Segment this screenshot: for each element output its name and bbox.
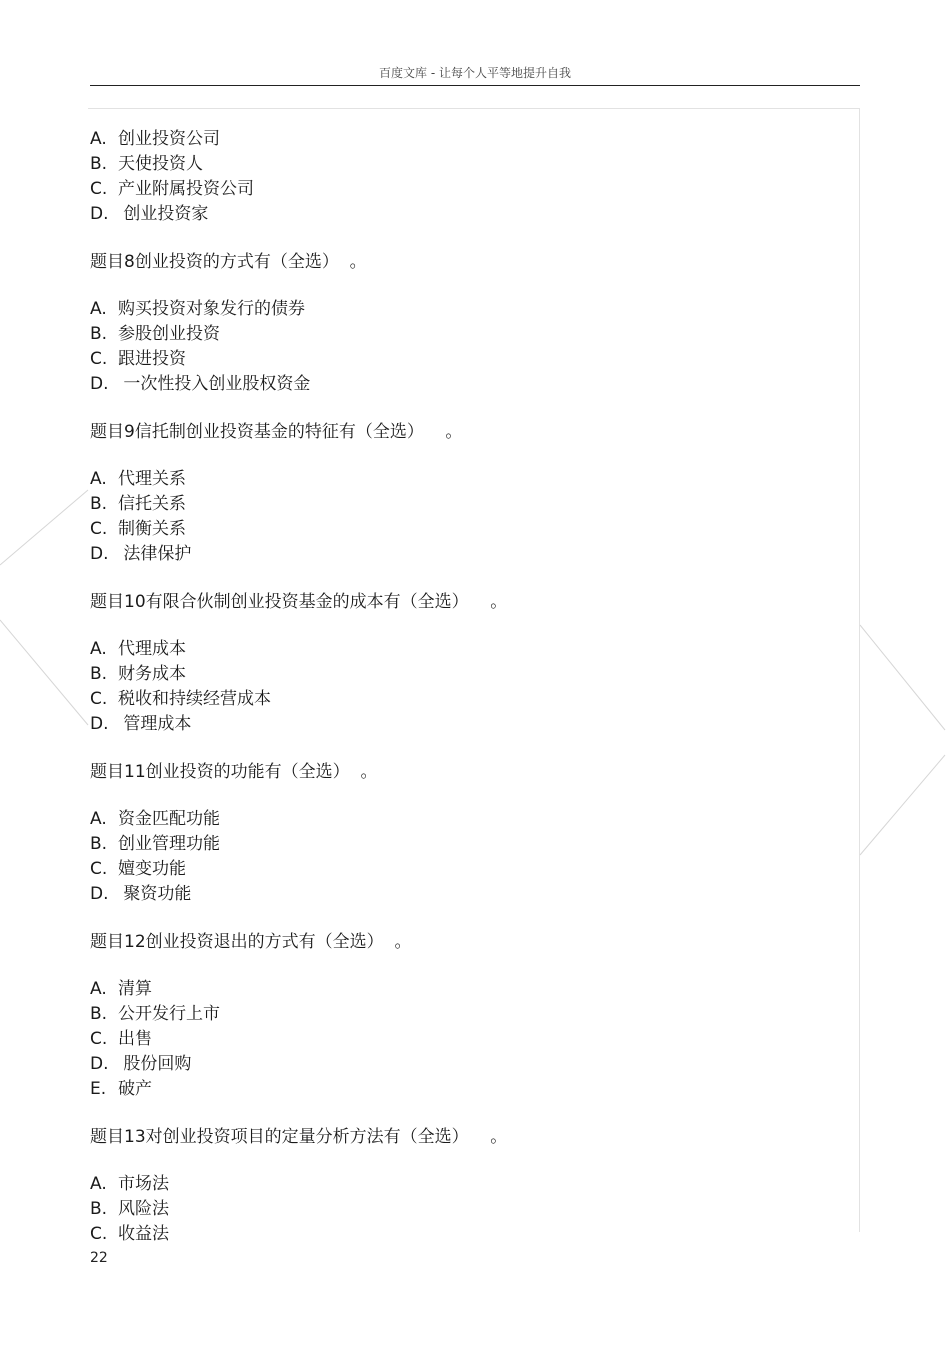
option-letter: C. bbox=[90, 859, 108, 879]
question-title: 题目8创业投资的方式有（全选） 。 bbox=[90, 252, 367, 272]
option-text: 公开发行上市 bbox=[118, 1004, 220, 1024]
question-title: 题目11创业投资的功能有（全选） 。 bbox=[90, 762, 378, 782]
answer-option bbox=[90, 1222, 850, 1247]
option-text: 创业投资家 bbox=[118, 204, 209, 224]
answer-option bbox=[90, 177, 850, 202]
option-letter: A. bbox=[90, 129, 107, 149]
answer-option bbox=[90, 202, 850, 227]
option-text: 聚资功能 bbox=[118, 884, 192, 904]
option-letter: D. bbox=[90, 884, 109, 904]
option-letter: C. bbox=[90, 1029, 108, 1049]
option-text: 参股创业投资 bbox=[118, 324, 220, 344]
option-text: 出售 bbox=[118, 1029, 152, 1049]
question-title: 题目9信托制创业投资基金的特征有（全选） 。 bbox=[90, 422, 463, 442]
answer-option bbox=[90, 127, 850, 152]
option-letter: B. bbox=[90, 1004, 108, 1024]
answer-option bbox=[90, 687, 850, 712]
answer-option bbox=[90, 1077, 850, 1102]
option-letter: B. bbox=[90, 324, 108, 344]
option-letter: B. bbox=[90, 1199, 108, 1219]
option-text: 嬗变功能 bbox=[118, 859, 186, 879]
option-text: 产业附属投资公司 bbox=[118, 179, 254, 199]
answer-option bbox=[90, 372, 850, 397]
answer-option bbox=[90, 542, 850, 567]
option-letter: D. bbox=[90, 1054, 109, 1074]
option-letter: A. bbox=[90, 469, 107, 489]
answer-option bbox=[90, 662, 850, 687]
page-number: 22 bbox=[90, 1250, 108, 1266]
answer-option bbox=[90, 152, 850, 177]
option-text: 天使投资人 bbox=[118, 154, 203, 174]
answer-option bbox=[90, 1052, 850, 1077]
answer-option bbox=[90, 712, 850, 737]
option-letter: C. bbox=[90, 689, 108, 709]
option-letter: A. bbox=[90, 809, 107, 829]
answer-option bbox=[90, 322, 850, 347]
option-letter: B. bbox=[90, 494, 108, 514]
option-text: 收益法 bbox=[118, 1224, 169, 1244]
option-letter: D. bbox=[90, 714, 109, 734]
option-letter: B. bbox=[90, 664, 108, 684]
option-letter: D. bbox=[90, 544, 109, 564]
option-text: 清算 bbox=[118, 979, 152, 999]
option-text: 股份回购 bbox=[118, 1054, 192, 1074]
answer-option bbox=[90, 807, 850, 832]
option-text: 信托关系 bbox=[118, 494, 186, 514]
answer-option bbox=[90, 347, 850, 372]
question-title: 题目12创业投资退出的方式有（全选） 。 bbox=[90, 932, 412, 952]
option-text: 风险法 bbox=[118, 1199, 169, 1219]
option-letter: C. bbox=[90, 179, 108, 199]
answer-option bbox=[90, 1172, 850, 1197]
answer-option bbox=[90, 832, 850, 857]
question-title: 题目13对创业投资项目的定量分析方法有（全选） 。 bbox=[90, 1127, 508, 1147]
option-text: 税收和持续经营成本 bbox=[118, 689, 271, 709]
question-list bbox=[90, 127, 850, 1247]
option-text: 破产 bbox=[118, 1079, 152, 1099]
option-letter: B. bbox=[90, 834, 108, 854]
page-header: 百度文库 - 让每个人平等地提升自我 bbox=[379, 66, 571, 80]
option-letter: D. bbox=[90, 374, 109, 394]
answer-option bbox=[90, 637, 850, 662]
option-letter: A. bbox=[90, 1174, 107, 1194]
answer-option bbox=[90, 1002, 850, 1027]
option-text: 代理成本 bbox=[118, 639, 186, 659]
option-text: 市场法 bbox=[118, 1174, 169, 1194]
option-text: 制衡关系 bbox=[118, 519, 186, 539]
answer-option bbox=[90, 857, 850, 882]
option-letter: A. bbox=[90, 299, 107, 319]
option-text: 创业投资公司 bbox=[118, 129, 220, 149]
option-text: 购买投资对象发行的债券 bbox=[118, 299, 305, 319]
option-letter: C. bbox=[90, 519, 108, 539]
option-text: 法律保护 bbox=[118, 544, 192, 564]
answer-option bbox=[90, 1027, 850, 1052]
answer-option bbox=[90, 297, 850, 322]
option-letter: A. bbox=[90, 979, 107, 999]
option-text: 资金匹配功能 bbox=[118, 809, 220, 829]
option-letter: A. bbox=[90, 639, 107, 659]
option-text: 代理关系 bbox=[118, 469, 186, 489]
option-text: 一次性投入创业股权资金 bbox=[118, 374, 311, 394]
question-title: 题目10有限合伙制创业投资基金的成本有（全选） 。 bbox=[90, 592, 508, 612]
option-text: 财务成本 bbox=[118, 664, 186, 684]
answer-option bbox=[90, 467, 850, 492]
answer-option bbox=[90, 492, 850, 517]
option-letter: B. bbox=[90, 154, 108, 174]
option-letter: C. bbox=[90, 1224, 108, 1244]
option-letter: E. bbox=[90, 1079, 107, 1099]
option-text: 创业管理功能 bbox=[118, 834, 220, 854]
answer-option bbox=[90, 1197, 850, 1222]
option-letter: C. bbox=[90, 349, 108, 369]
answer-option bbox=[90, 977, 850, 1002]
option-letter: D. bbox=[90, 204, 109, 224]
option-text: 管理成本 bbox=[118, 714, 192, 734]
answer-option bbox=[90, 882, 850, 907]
answer-option bbox=[90, 517, 850, 542]
option-text: 跟进投资 bbox=[118, 349, 186, 369]
